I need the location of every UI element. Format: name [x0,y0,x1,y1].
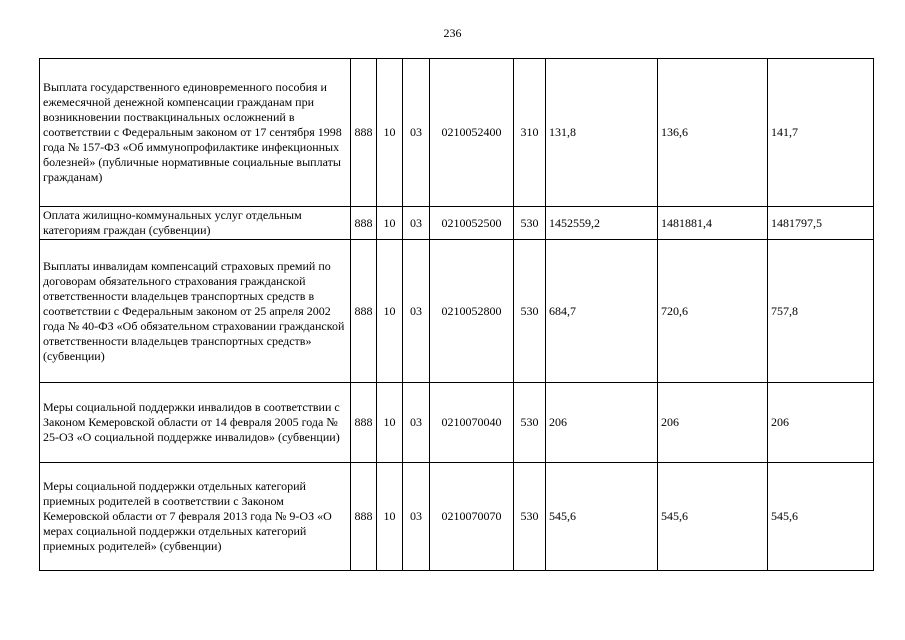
table-row [40,240,874,383]
amount-year2: 720,6 [658,240,768,383]
ministry-code: 888 [351,240,377,383]
amount-year3: 545,6 [768,463,874,571]
target-article-code: 0210070070 [430,463,514,571]
row-description: Выплата государственного единовременного пособия и ежемесячной денежной компенсации гражданам при возникновении поствакцинальных осложнений в соответствии с Федеральным законом от 17 сентября 1998 года № 157-ФЗ «Об иммунопрофилактике инфекционных болезней» (публичные нормативные социальные выплаты гражданам) [40,59,351,207]
table-row [40,59,874,207]
amount-year2: 206 [658,383,768,463]
expense-type-code: 530 [514,383,546,463]
page-number: 236 [443,26,462,40]
row-description: Меры социальной поддержки отдельных категорий приемных родителей в соответствии с Законом Кемеровской области от 7 февраля 2013 года № 9-ОЗ «О мерах социальной поддержки отдельных категорий приемных родителей» (субвенции) [40,463,351,571]
amount-year2: 136,6 [658,59,768,207]
amount-year2: 1481881,4 [658,207,768,240]
subsection-code: 03 [403,383,430,463]
amount-year3: 206 [768,383,874,463]
subsection-code: 03 [403,240,430,383]
ministry-code: 888 [351,463,377,571]
section-code: 10 [377,240,403,383]
section-code: 10 [377,207,403,240]
target-article-code: 0210052500 [430,207,514,240]
amount-year1: 131,8 [546,59,658,207]
subsection-code: 03 [403,463,430,571]
target-article-code: 0210052400 [430,59,514,207]
amount-year1: 545,6 [546,463,658,571]
section-code: 10 [377,463,403,571]
table-row [40,463,874,571]
amount-year1: 1452559,2 [546,207,658,240]
table-row [40,383,874,463]
target-article-code: 0210070040 [430,383,514,463]
subsection-code: 03 [403,207,430,240]
expense-type-code: 530 [514,463,546,571]
expense-type-code: 310 [514,59,546,207]
row-description: Меры социальной поддержки инвалидов в соответствии с Законом Кемеровской области от 14 февраля 2005 года № 25-ОЗ «О социальной поддержке инвалидов» (субвенции) [40,383,351,463]
ministry-code: 888 [351,383,377,463]
subsection-code: 03 [403,59,430,207]
target-article-code: 0210052800 [430,240,514,383]
row-description: Оплата жилищно-коммунальных услуг отдельным категориям граждан (субвенции) [40,207,351,240]
budget-table [39,58,874,571]
ministry-code: 888 [351,207,377,240]
expense-type-code: 530 [514,240,546,383]
amount-year1: 206 [546,383,658,463]
section-code: 10 [377,383,403,463]
table-row [40,207,874,240]
section-code: 10 [377,59,403,207]
row-description: Выплаты инвалидам компенсаций страховых премий по договорам обязательного страхования гражданской ответственности владельцев транспортных средств в соответствии с Федеральным законом от 25 апреля 2002 года № 40-ФЗ «Об обязательном страховании гражданской ответственности владельцев транспортных средств» (субвенции) [40,240,351,383]
ministry-code: 888 [351,59,377,207]
amount-year3: 1481797,5 [768,207,874,240]
amount-year1: 684,7 [546,240,658,383]
expense-type-code: 530 [514,207,546,240]
amount-year3: 757,8 [768,240,874,383]
amount-year3: 141,7 [768,59,874,207]
amount-year2: 545,6 [658,463,768,571]
